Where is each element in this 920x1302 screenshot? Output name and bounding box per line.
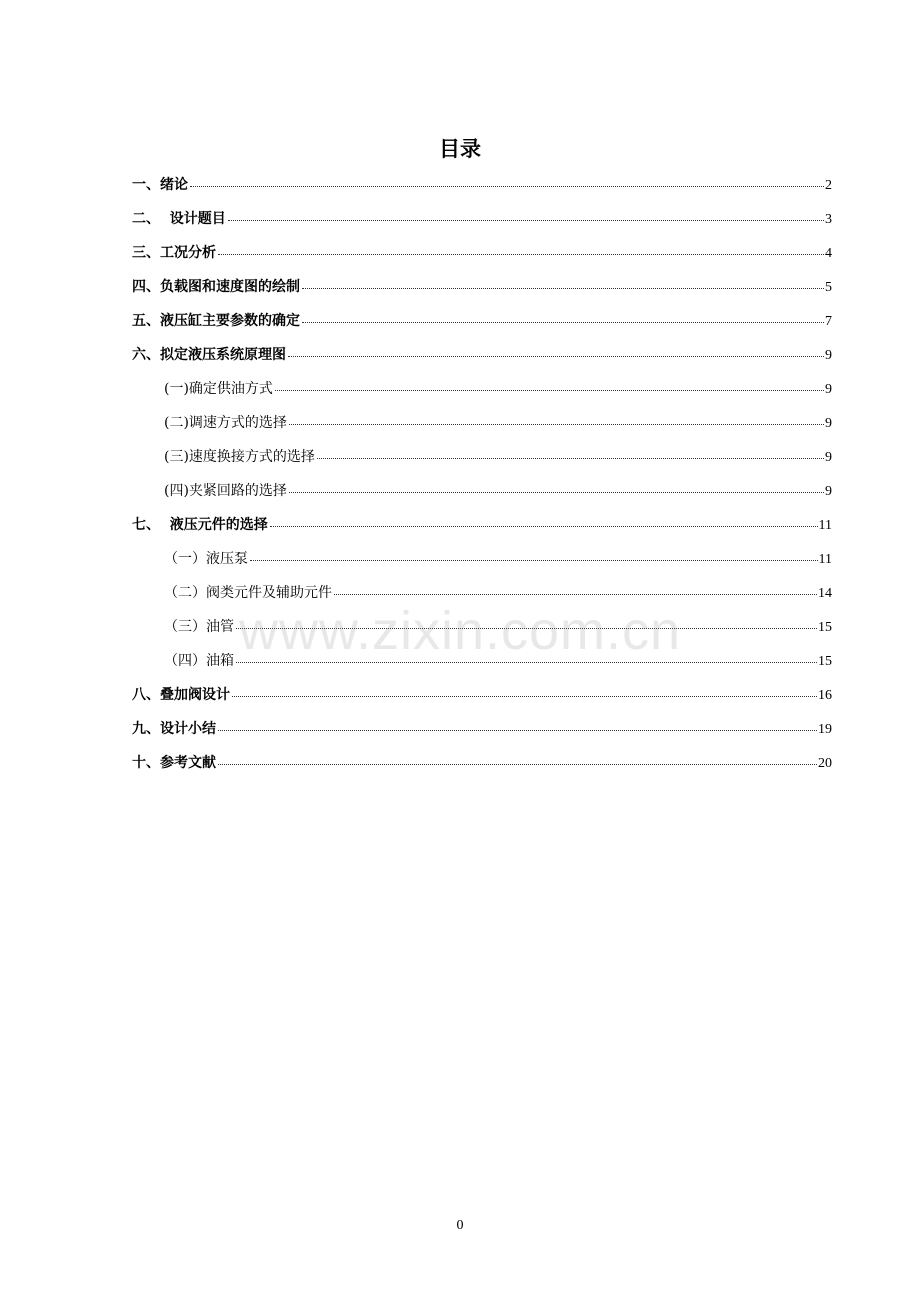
toc-entry[interactable] (132, 372, 832, 406)
toc-entry[interactable] (132, 576, 832, 610)
toc-dot-leader (289, 423, 824, 425)
toc-entry-page: 11 (818, 552, 832, 567)
toc-entry[interactable] (132, 542, 832, 576)
toc-dot-leader (302, 321, 824, 323)
toc-entry-text: （三）油管 (164, 619, 234, 635)
toc-entry[interactable] (132, 338, 832, 372)
toc-entry-text: 一、绪论 (132, 177, 188, 193)
toc-dot-leader (190, 185, 824, 187)
toc-entry-text: 九、设计小结 (132, 721, 216, 737)
toc-entry-page: 19 (818, 722, 832, 737)
toc-entry-text: 七、 液压元件的选择 (132, 517, 268, 533)
toc-entry-page: 20 (818, 756, 832, 771)
toc-entry-text: 十、参考文献 (132, 755, 216, 771)
toc-entry[interactable] (132, 440, 832, 474)
toc-entry[interactable] (132, 474, 832, 508)
toc-entry[interactable] (132, 304, 832, 338)
toc-entry-text: 二、 设计题目 (132, 211, 226, 227)
toc-dot-leader (232, 695, 817, 697)
toc-entry[interactable] (132, 746, 832, 780)
table-of-contents (132, 168, 832, 780)
toc-entry-page: 9 (825, 348, 832, 363)
toc-dot-leader (289, 491, 824, 493)
toc-dot-leader (334, 593, 817, 595)
toc-dot-leader (302, 287, 824, 289)
toc-entry-page: 9 (825, 416, 832, 431)
watermark: www.zixin.com.cn (238, 601, 682, 661)
toc-entry-text: 三、工况分析 (132, 245, 216, 261)
toc-dot-leader (250, 559, 818, 561)
toc-entry[interactable] (132, 270, 832, 304)
toc-dot-leader (218, 729, 817, 731)
toc-dot-leader (228, 219, 824, 221)
toc-entry-text: 五、液压缸主要参数的确定 (132, 313, 300, 329)
toc-entry-text: (一)确定供油方式 (164, 381, 273, 397)
toc-entry-page: 15 (818, 620, 832, 635)
toc-entry-page: 7 (825, 314, 832, 329)
toc-dot-leader (236, 661, 817, 663)
toc-title: 目录 (439, 137, 481, 161)
toc-entry-page: 5 (825, 280, 832, 295)
toc-entry-page: 9 (825, 484, 832, 499)
toc-entry[interactable] (132, 406, 832, 440)
toc-entry-text: (二)调速方式的选择 (164, 415, 287, 431)
toc-entry-text: (四)夹紧回路的选择 (164, 483, 287, 499)
toc-dot-leader (236, 627, 817, 629)
toc-entry-page: 9 (825, 382, 832, 397)
toc-entry-page: 14 (818, 586, 832, 601)
toc-entry[interactable] (132, 168, 832, 202)
toc-entry-page: 3 (825, 212, 832, 227)
toc-entry-text: （二）阀类元件及辅助元件 (164, 585, 332, 601)
toc-dot-leader (218, 763, 817, 765)
toc-dot-leader (288, 355, 824, 357)
toc-entry-page: 15 (818, 654, 832, 669)
toc-entry-page: 16 (818, 688, 832, 703)
toc-entry-text: (三)速度换接方式的选择 (164, 449, 315, 465)
toc-entry[interactable] (132, 712, 832, 746)
toc-entry[interactable] (132, 678, 832, 712)
page-number: 0 (456, 1218, 464, 1233)
toc-entry[interactable] (132, 202, 832, 236)
toc-entry-text: （四）油箱 (164, 653, 234, 669)
toc-entry-page: 4 (825, 246, 832, 261)
toc-dot-leader (317, 457, 824, 459)
toc-entry-text: 四、负载图和速度图的绘制 (132, 279, 300, 295)
toc-dot-leader (270, 525, 818, 527)
toc-entry[interactable] (132, 644, 832, 678)
toc-entry[interactable] (132, 236, 832, 270)
toc-entry-page: 9 (825, 450, 832, 465)
toc-entry[interactable] (132, 610, 832, 644)
toc-entry-text: 六、拟定液压系统原理图 (132, 347, 286, 363)
toc-dot-leader (218, 253, 824, 255)
toc-entry-text: （一）液压泵 (164, 551, 248, 567)
toc-entry[interactable] (132, 508, 832, 542)
toc-entry-page: 2 (825, 178, 832, 193)
toc-entry-text: 八、叠加阀设计 (132, 687, 230, 703)
toc-entry-page: 11 (818, 518, 832, 533)
toc-dot-leader (275, 389, 824, 391)
